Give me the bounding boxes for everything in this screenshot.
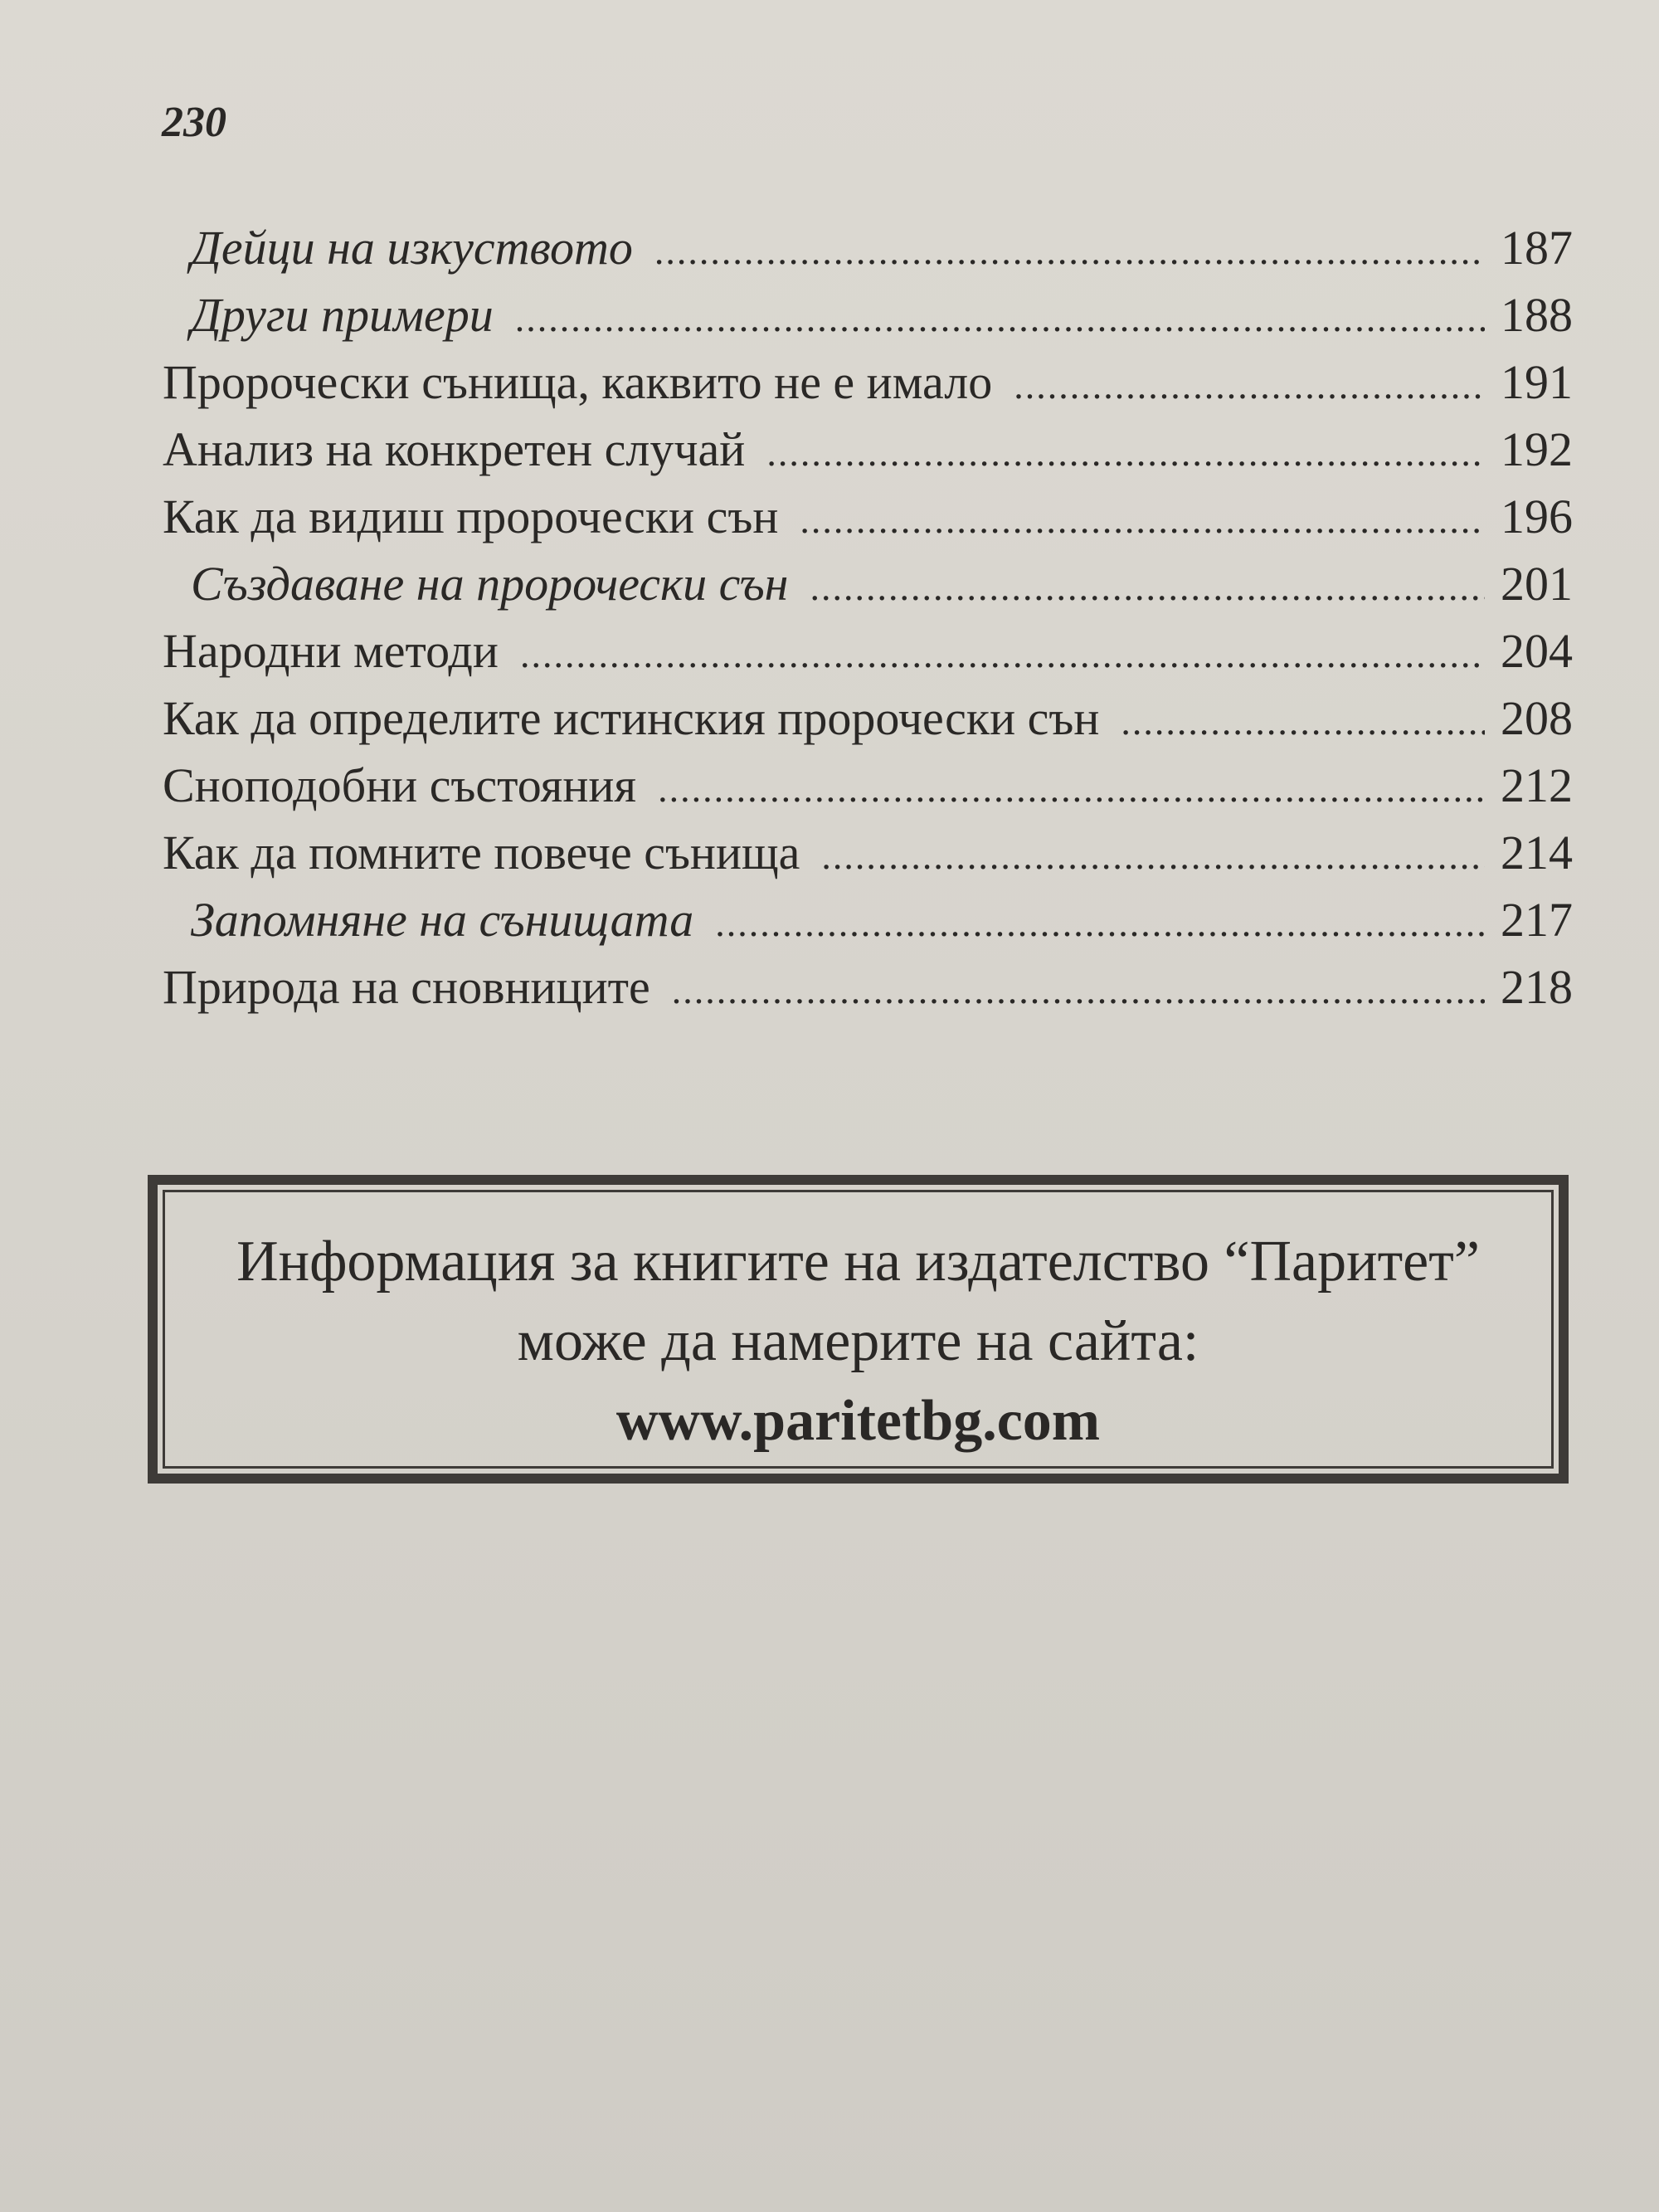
toc-entry xyxy=(163,550,1573,617)
table-of-contents xyxy=(163,214,1573,1021)
page-number: 230 xyxy=(162,99,226,146)
toc-leader-dots xyxy=(658,755,1485,822)
toc-entry xyxy=(163,752,1573,819)
toc-entry-title: Как да определите истинския пророчески сън xyxy=(163,691,1100,745)
toc-entry xyxy=(163,281,1573,348)
publisher-info-box xyxy=(148,1175,1569,1484)
publisher-info-line: Информация за книгите на издателство “Паритет” xyxy=(236,1230,1480,1294)
toc-entry-title: Как да видиш пророчески сън xyxy=(163,490,779,543)
toc-entry-page: 208 xyxy=(1501,691,1573,745)
toc-entry xyxy=(163,886,1573,953)
toc-entry xyxy=(163,483,1573,550)
toc-entry xyxy=(163,214,1573,281)
publisher-website-url: www.paritetbg.com xyxy=(615,1389,1101,1453)
toc-leader-dots xyxy=(810,553,1485,621)
toc-entry-page: 218 xyxy=(1501,960,1573,1014)
toc-entry-title: Запомняне на сънищата xyxy=(191,893,694,947)
toc-leader-dots xyxy=(800,486,1485,553)
publisher-info-line: може да намерите на сайта: xyxy=(517,1309,1199,1373)
toc-leader-dots xyxy=(515,285,1485,352)
toc-leader-dots xyxy=(821,822,1485,889)
toc-entry-page: 217 xyxy=(1501,893,1573,947)
toc-leader-dots xyxy=(520,621,1485,688)
toc-entry-page: 192 xyxy=(1501,422,1573,476)
toc-entry-title: Как да помните повече сънища xyxy=(163,826,800,879)
toc-entry xyxy=(163,953,1573,1021)
toc-entry xyxy=(163,416,1573,483)
toc-entry-page: 201 xyxy=(1501,557,1573,611)
toc-entry xyxy=(163,685,1573,752)
toc-leader-dots xyxy=(672,957,1485,1024)
toc-entry-title: Природа на сновниците xyxy=(163,960,650,1014)
toc-leader-dots xyxy=(715,889,1485,957)
toc-entry-title: Анализ на конкретен случай xyxy=(163,422,746,476)
toc-entry-page: 187 xyxy=(1501,221,1573,275)
toc-entry-title: Създаване на пророчески сън xyxy=(191,557,789,611)
toc-entry xyxy=(163,348,1573,416)
toc-entry-title: Сноподобни състояния xyxy=(163,758,637,812)
toc-entry-title: Народни методи xyxy=(163,624,499,678)
publisher-info-inner-frame xyxy=(163,1190,1554,1469)
toc-leader-dots xyxy=(1014,352,1485,419)
toc-entry-page: 191 xyxy=(1501,355,1573,409)
toc-entry-page: 196 xyxy=(1501,490,1573,543)
toc-entry-page: 188 xyxy=(1501,288,1573,342)
toc-entry-title: Пророчески сънища, каквито не е имало xyxy=(163,355,993,409)
toc-entry-page: 214 xyxy=(1501,826,1573,879)
toc-entry xyxy=(163,617,1573,685)
toc-leader-dots xyxy=(766,419,1485,486)
toc-entry-page: 212 xyxy=(1501,758,1573,812)
toc-entry xyxy=(163,819,1573,886)
toc-entry-title: Други примери xyxy=(191,288,494,342)
toc-leader-dots xyxy=(1121,688,1485,755)
toc-leader-dots xyxy=(654,217,1485,285)
toc-entry-page: 204 xyxy=(1501,624,1573,678)
toc-entry-title: Дейци на изкуството xyxy=(191,221,633,275)
